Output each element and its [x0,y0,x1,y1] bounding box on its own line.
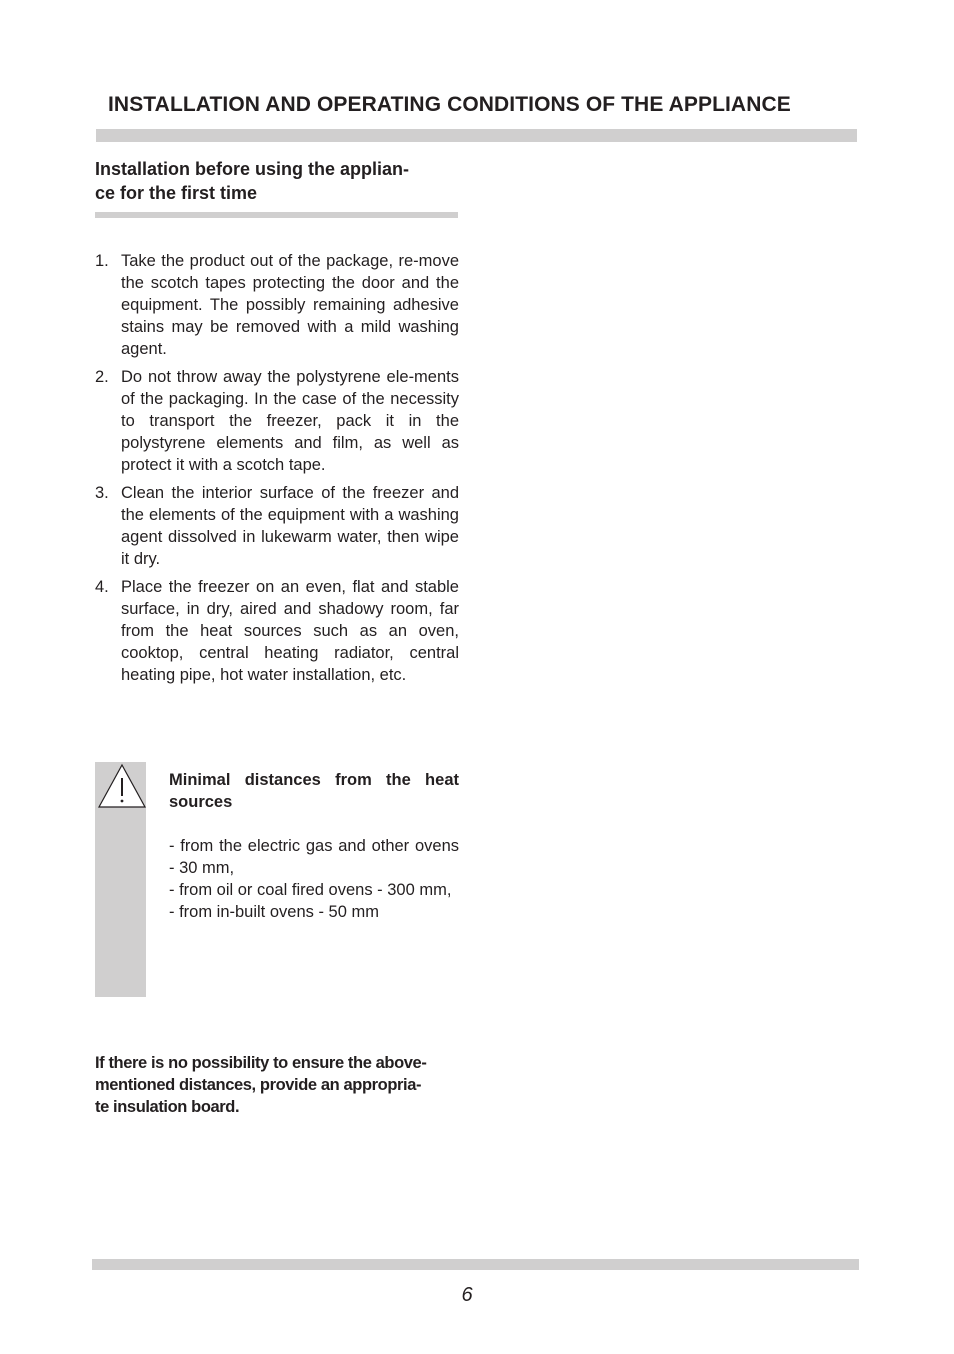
distance-line: - from the electric gas and other ovens - 30 mm, [169,837,459,877]
step-number: 3. [95,484,109,502]
step-number: 4. [95,578,109,596]
section-title-line-2: ce for the first time [95,183,258,203]
step-number: 2. [95,368,109,386]
distance-line: - from oil or coal fired ovens - 300 mm, [169,881,452,899]
step-text: Clean the interior surface of the freezer and the elements of the equipment with a washing agent dissolved in lukewarm water, then wipe it dry. [121,484,459,568]
list-item [95,366,459,476]
page-number: 6 [461,1284,473,1306]
section-title-line-1: Installation before using the applian- [95,159,410,179]
insulation-note [95,1052,461,1118]
step-number: 1. [95,252,109,270]
installation-steps-list [95,250,459,692]
title-divider [96,129,857,142]
page-title: INSTALLATION AND OPERATING CONDITIONS OF THE APPLIANCE [108,93,791,116]
list-item [95,576,459,686]
footer-divider [92,1259,859,1270]
warning-heading: Minimal distances from the heat sources [169,771,459,811]
step-text: Do not throw away the polystyrene ele-ments of the packaging. In the case of the necessity to transport the freezer, pack it in the polystyrene elements and film, as well as protect it with a scotch tape. [121,368,459,474]
note-line-1: If there is no possibility to ensure the above- [95,1054,427,1072]
note-line-3: te insulation board. [95,1098,240,1116]
section-divider [95,212,458,218]
distance-line: - from in-built ovens - 50 mm [169,903,379,921]
step-text: Take the product out of the package, re-move the scotch tapes protecting the door and the equipment. The possibly remaining adhesive stains may be removed with a mild washing agent. [121,252,459,358]
list-item [95,482,459,570]
list-item [95,250,459,360]
warning-box [169,769,459,923]
step-text: Place the freezer on an even, flat and stable surface, in dry, aired and shadowy room, far from the heat sources such as an oven, cooktop, central heating radiator, central heating pipe, hot water installation, etc. [121,578,459,684]
note-line-2: mentioned distances, provide an appropria- [95,1076,422,1094]
warning-triangle-icon [97,762,147,810]
section-title [95,157,465,205]
